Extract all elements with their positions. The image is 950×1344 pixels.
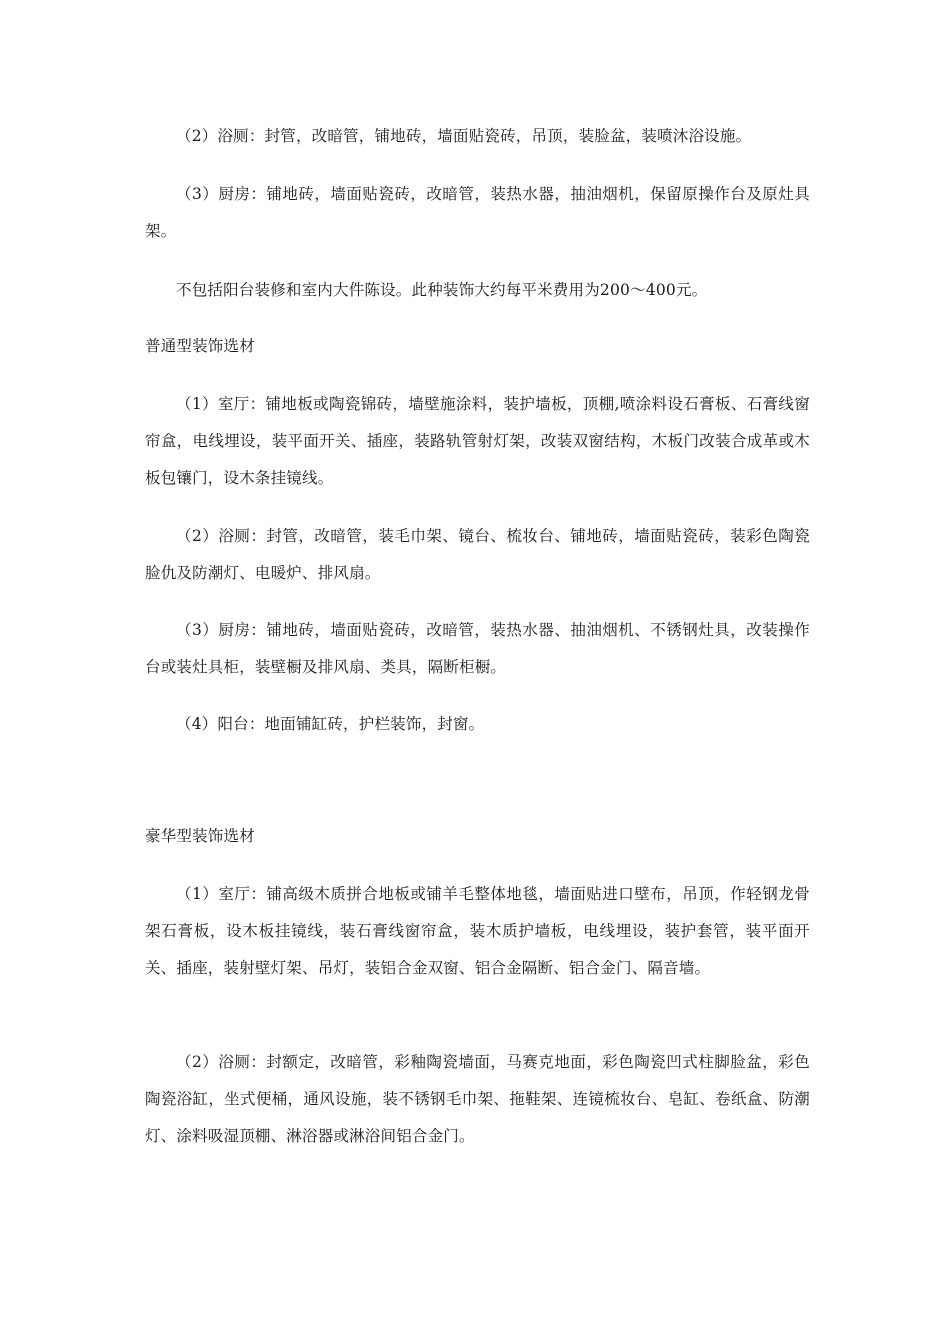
- paragraph-luxury-living-room: （1）室厅：铺高级木质拼合地板或铺羊毛整体地毯，墙面贴进口壁布，吊顶，作轻钢龙骨架石膏板，设木板挂镜线，装石膏线窗帘盒，装木质护墙板，电线埋设，装护套管，装平面开关、插座，装射壁灯架、吊灯，装铝合金双窗、铝合金隔断、铝合金门、隔音墙。: [145, 885, 810, 977]
- paragraph-standard-living-room: （1）室厅：铺地板或陶瓷锦砖，墙壁施涂料，装护墙板，顶棚,喷涂料设石膏板、石膏线窗帘盒，电线埋设，装平面开关、插座，装路轨管射灯架，改装双窗结构，木板门改装合成革或木板包镶门，设木条挂镜线。: [145, 395, 810, 487]
- paragraph-basic-cost: 不包括阳台装修和室内大件陈设。此种装饰大约每平米费用为200～400元。: [176, 281, 708, 299]
- paragraph-kitchen-basic: （3）厨房：铺地砖，墙面贴瓷砖，改暗管，装热水器，抽油烟机，保留原操作台及原灶具架。: [145, 185, 810, 240]
- heading-standard-materials: 普通型装饰选材: [145, 337, 255, 355]
- heading-luxury-materials: 豪华型装饰选材: [145, 827, 255, 845]
- paragraph-standard-bathroom: （2）浴厕：封管，改暗管，装毛巾架、镜台、梳妆台、铺地砖，墙面贴瓷砖，装彩色陶瓷脸仇及防潮灯、电暖炉、排风扇。: [145, 527, 810, 582]
- paragraph-luxury-bathroom: （2）浴厕：封额定，改暗管，彩釉陶瓷墙面，马赛克地面，彩色陶瓷凹式柱脚脸盆，彩色陶瓷浴缸，坐式便桶，通风设施，装不锈钢毛巾架、拖鞋架、连镜梳妆台、皂缸、卷纸盒、防潮灯、涂料吸湿顶棚、淋浴器或淋浴间铝合金门。: [145, 1053, 810, 1145]
- paragraph-standard-kitchen: （3）厨房：铺地砖，墙面贴瓷砖，改暗管，装热水器、抽油烟机、不锈钢灶具，改装操作台或装灶具柜，装壁橱及排风扇、类具，隔断柜橱。: [145, 621, 810, 676]
- paragraph-bathroom-basic: （2）浴厕：封管，改暗管，铺地砖，墙面贴瓷砖，吊顶，装脸盆，装喷沐浴设施。: [176, 127, 752, 145]
- paragraph-standard-balcony: （4）阳台：地面铺缸砖，护栏装饰，封窗。: [176, 715, 485, 733]
